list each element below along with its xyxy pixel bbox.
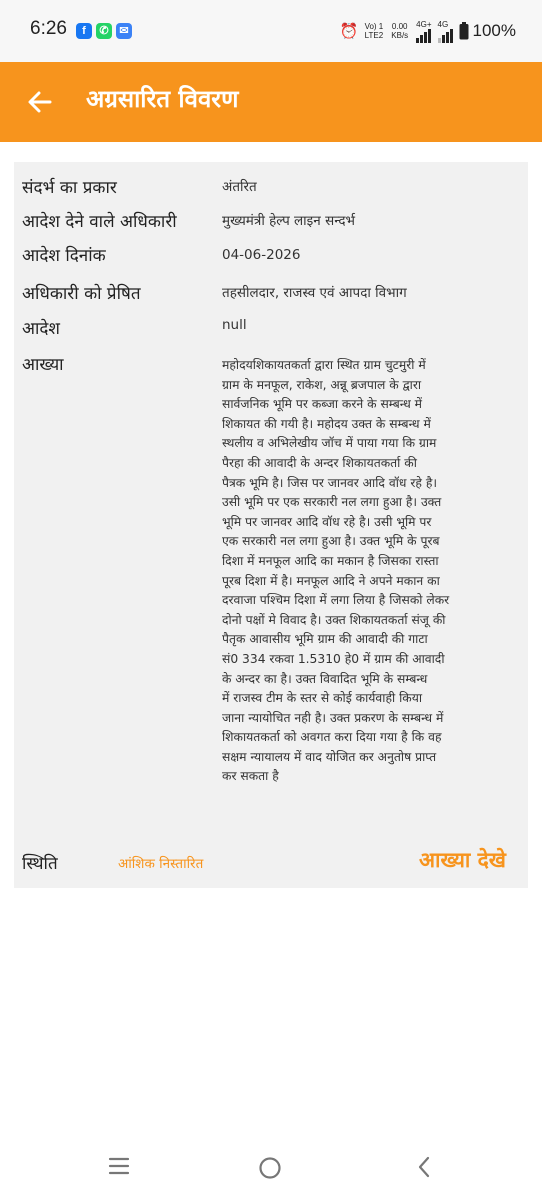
remark-line: कर सकता है	[222, 769, 279, 784]
alarm-icon: ⏰	[339, 22, 359, 40]
remark-line: दरवाजा पश्चिम दिशा में लगा लिया है जिसको लेकर	[222, 593, 450, 608]
system-nav-bar	[0, 1130, 542, 1200]
ref-type-label: संदर्भ का प्रकार	[22, 178, 117, 198]
whatsapp-icon: ✆	[96, 23, 112, 39]
officer-label: आदेश देने वाले अधिकारी	[22, 212, 177, 232]
status-bar	[0, 0, 542, 62]
remark-line: स्थलीय व अभिलेखीय जॉच में पाया गया कि ग्राम	[222, 436, 437, 451]
forwarded-label: अधिकारी को प्रेषित	[22, 284, 141, 304]
forwarded-value: तहसीलदार, राजस्व एवं आपदा विभाग	[222, 285, 407, 301]
circle-icon[interactable]	[258, 1156, 282, 1180]
view-remark-button[interactable]: आख्या देखे	[418, 848, 506, 872]
status-label: स्थिति	[22, 854, 58, 874]
menu-lines-icon[interactable]	[108, 1156, 130, 1176]
battery-icon	[459, 22, 469, 40]
volte-bottom: LTE2	[364, 31, 384, 40]
volte-indicator	[365, 22, 384, 40]
remark-line: ग्राम के मनफूल, राकेश, अन्नू ब्रजपाल के द्वारा	[222, 377, 422, 392]
remark-line: सार्वजनिक भूमि पर कब्जा करने के सम्बन्ध में	[222, 397, 423, 412]
date-label: आदेश दिनांक	[22, 246, 106, 266]
signal-1-icon	[416, 20, 431, 43]
remark-line: उसी भूमि पर एक सरकारी नल लगा हुआ है। उक्त	[222, 495, 442, 510]
remark-line: के अन्दर का है। उक्त विवादित भूमि के सम्बन्ध	[222, 671, 428, 686]
remark-line: दिशा में मनफूल आदि का मकान है जिसका रास्ता	[222, 553, 439, 568]
speed-unit: KB/s	[391, 31, 409, 40]
remark-line: पैरहा की आवादी के अन्दर शिकायतकर्ता की	[222, 455, 417, 470]
arrow-left-icon[interactable]	[20, 82, 60, 122]
date-value: 04-06-2026	[222, 247, 301, 263]
ref-type-value: अंतरित	[222, 179, 257, 195]
battery-percent: 100%	[472, 21, 516, 40]
messaging-app-icon: ✉	[116, 23, 132, 39]
remark-text	[222, 356, 512, 787]
remark-line: पैतृक आवासीय भूमि ग्राम की आवादी की गाटा	[222, 632, 428, 647]
remark-line: सं0 334 रकवा 1.5310 हे0 में ग्राम की आवादी	[222, 651, 445, 666]
volte-top: Vo) 1	[364, 22, 384, 31]
remark-line: दोनो पक्षों मे विवाद है। उक्त शिकायतकर्ता संजू की	[222, 612, 446, 627]
details-card	[14, 162, 528, 888]
network-type-1: 4G+	[416, 19, 432, 29]
remark-line: भूमि पर जानवर आदि वॉध रहे है। उसी भूमि पर	[222, 514, 432, 529]
network-type-2: 4G	[437, 19, 449, 29]
remark-line: में राजस्व टीम के स्तर से कोई कार्यवाही किया	[222, 691, 423, 706]
status-value: आंशिक निस्तारित	[118, 856, 204, 872]
page-title: अग्रसारित विवरण	[86, 85, 239, 113]
remark-line: शिकायतकर्ता को अवगत करा दिया गया है कि वह	[222, 730, 442, 745]
order-value: null	[222, 317, 247, 333]
chevron-left-icon[interactable]	[416, 1156, 432, 1178]
remark-line: एक सरकारी नल लगा हुआ है। उक्त भूमि के पूरब	[222, 534, 440, 549]
remark-line: सक्षम न्यायालय में वाद योजित कर अनुतोष प्राप्त	[222, 749, 437, 764]
facebook-icon: f	[76, 23, 92, 39]
order-label: आदेश	[22, 319, 60, 339]
status-indicators	[340, 14, 516, 48]
status-time: 6:26	[30, 18, 67, 39]
remark-line: पैत्रक भूमि है। जिस पर जानवर आदि वॉध रहे है।	[222, 475, 438, 490]
signal-2-icon	[438, 20, 453, 43]
remark-line: जाना न्यायोचित नही है। उक्त प्रकरण के सम्बन्ध में	[222, 710, 444, 725]
speed-value: 0.00	[391, 22, 408, 31]
remark-line: महोदयशिकायतकर्ता द्वारा स्थित ग्राम चुटमुरी में	[222, 358, 426, 372]
network-speed	[391, 22, 408, 40]
remark-line: शिकायत की गयी है। महोदय उक्त के सम्बन्ध में	[222, 416, 431, 431]
officer-value: मुख्यमंत्री हेल्प लाइन सन्दर्भ	[222, 213, 356, 229]
remark-line: पूरब दिशा में है। मनफूल आदि ने अपने मकान का	[222, 573, 440, 588]
remark-label: आख्या	[22, 355, 64, 375]
app-bar	[0, 62, 542, 142]
